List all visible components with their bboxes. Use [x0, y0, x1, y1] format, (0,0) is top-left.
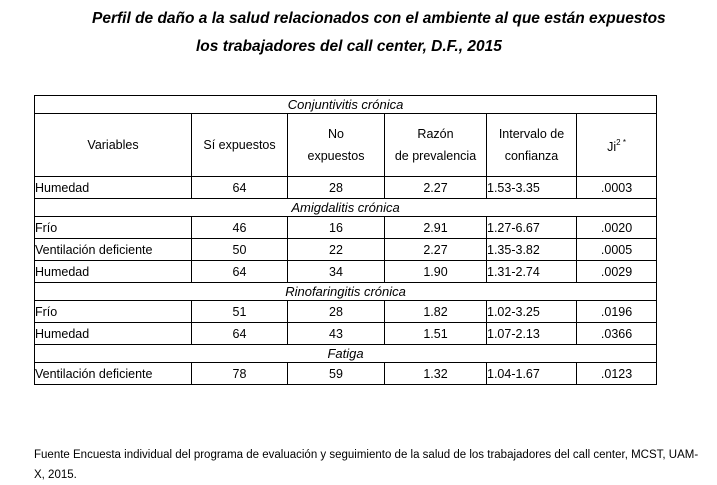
- cell-intervalo: 1.02-3.25: [487, 301, 577, 323]
- header-intervalo: Intervalo de confianza: [487, 114, 577, 177]
- cell-si-expuestos: 51: [192, 301, 288, 323]
- header-no-expuestos: No expuestos: [288, 114, 385, 177]
- header-si-expuestos: Sí expuestos: [192, 114, 288, 177]
- section-row: [35, 283, 657, 301]
- cell-intervalo: 1.53-3.35: [487, 177, 577, 199]
- cell-ji: .0123: [577, 363, 657, 385]
- section-row: [35, 96, 657, 114]
- cell-si-expuestos: 46: [192, 217, 288, 239]
- cell-no-expuestos: 34: [288, 261, 385, 283]
- table-title-line-2: los trabajadores del call center, D.F., 2015: [196, 38, 502, 55]
- cell-variable: Humedad: [35, 261, 192, 283]
- table-row: [35, 301, 657, 323]
- cell-ji: .0366: [577, 323, 657, 345]
- cell-variable: Humedad: [35, 323, 192, 345]
- cell-variable: Ventilación deficiente: [35, 363, 192, 385]
- table-row: [35, 217, 657, 239]
- cell-razon: 1.51: [385, 323, 487, 345]
- cell-intervalo: 1.31-2.74: [487, 261, 577, 283]
- cell-intervalo: 1.07-2.13: [487, 323, 577, 345]
- section-row: [35, 345, 657, 363]
- cell-intervalo: 1.27-6.67: [487, 217, 577, 239]
- section-row: [35, 199, 657, 217]
- cell-variable: Ventilación deficiente: [35, 239, 192, 261]
- cell-si-expuestos: 50: [192, 239, 288, 261]
- cell-intervalo: 1.35-3.82: [487, 239, 577, 261]
- header-variables: Variables: [35, 114, 192, 177]
- section-title: Amigdalitis crónica: [35, 199, 657, 217]
- cell-ji: .0005: [577, 239, 657, 261]
- cell-ji: .0020: [577, 217, 657, 239]
- cell-ji: .0003: [577, 177, 657, 199]
- header-razon: Razón de prevalencia: [385, 114, 487, 177]
- cell-si-expuestos: 64: [192, 177, 288, 199]
- cell-si-expuestos: 78: [192, 363, 288, 385]
- cell-intervalo: 1.04-1.67: [487, 363, 577, 385]
- section-title: Fatiga: [35, 345, 657, 363]
- cell-variable: Frío: [35, 301, 192, 323]
- cell-no-expuestos: 43: [288, 323, 385, 345]
- table-row: [35, 239, 657, 261]
- cell-si-expuestos: 64: [192, 261, 288, 283]
- header-ji: $Ji^{2 *}$: [577, 114, 657, 177]
- cell-ji: .0196: [577, 301, 657, 323]
- cell-no-expuestos: 59: [288, 363, 385, 385]
- cell-no-expuestos: 22: [288, 239, 385, 261]
- cell-razon: 1.82: [385, 301, 487, 323]
- cell-razon: 1.32: [385, 363, 487, 385]
- section-title: Rinofaringitis crónica: [35, 283, 657, 301]
- health-damage-table: [34, 95, 657, 385]
- cell-razon: 2.27: [385, 239, 487, 261]
- header-row: [35, 114, 657, 177]
- table-title-line-1: Perfil de daño a la salud relacionados con el ambiente al que están expuestos: [92, 10, 666, 27]
- cell-variable: Frío: [35, 217, 192, 239]
- table-row: [35, 363, 657, 385]
- section-title: Conjuntivitis crónica: [35, 96, 657, 114]
- cell-razon: 2.27: [385, 177, 487, 199]
- table-row: [35, 261, 657, 283]
- cell-variable: Humedad: [35, 177, 192, 199]
- cell-razon: 1.90: [385, 261, 487, 283]
- cell-ji: .0029: [577, 261, 657, 283]
- cell-no-expuestos: 28: [288, 177, 385, 199]
- source-footnote: Fuente Encuesta individual del programa de evaluación y seguimiento de la salud de los trabajadores del call center, MCST, UAM-X, 2015.: [34, 449, 699, 481]
- cell-no-expuestos: 28: [288, 301, 385, 323]
- table-row: [35, 177, 657, 199]
- table-row: [35, 323, 657, 345]
- cell-no-expuestos: 16: [288, 217, 385, 239]
- cell-razon: 2.91: [385, 217, 487, 239]
- cell-si-expuestos: 64: [192, 323, 288, 345]
